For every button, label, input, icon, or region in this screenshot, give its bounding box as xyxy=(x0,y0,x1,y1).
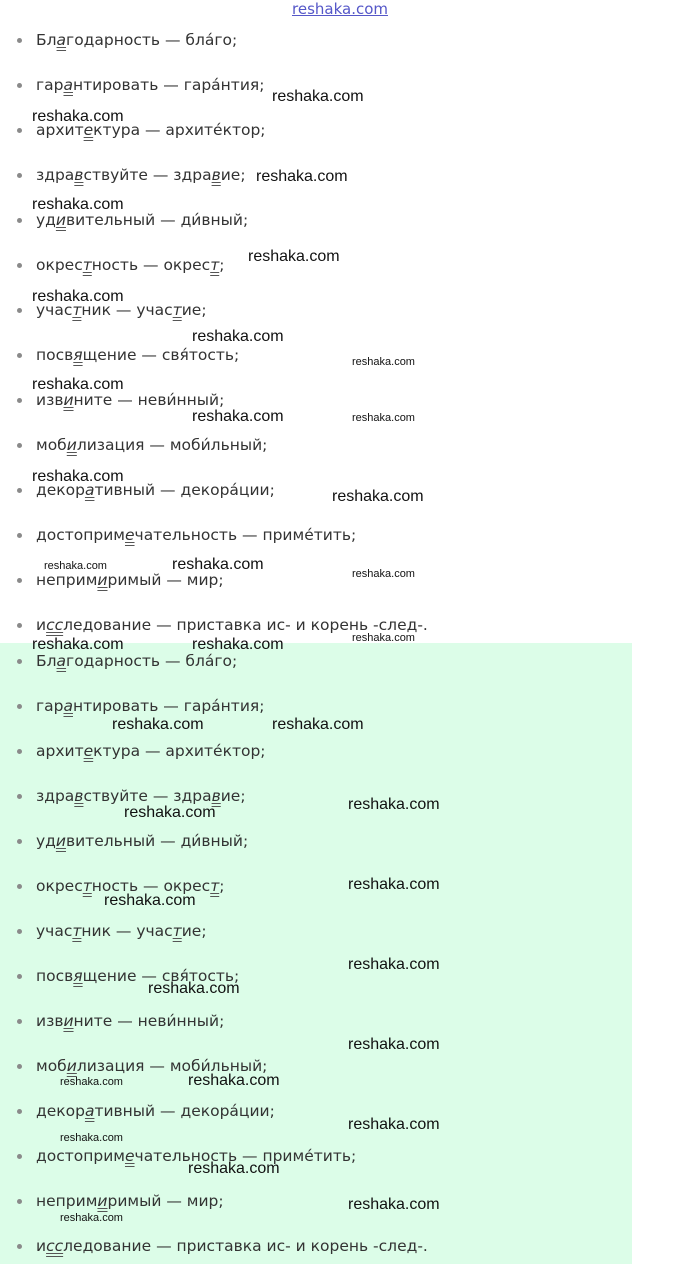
word-text: ледование — приставка ис- и корень -след-. xyxy=(63,1237,428,1255)
bullet-icon xyxy=(17,704,22,709)
word-text: гар xyxy=(36,76,64,94)
bullet-icon xyxy=(17,623,22,628)
highlighted-letter: а xyxy=(84,481,95,499)
highlighted-letter: и xyxy=(97,571,108,589)
highlighted-letter: и xyxy=(63,391,74,409)
watermark: reshaka.com xyxy=(60,1212,123,1224)
list-item xyxy=(0,1224,632,1269)
watermark: reshaka.com xyxy=(352,632,415,644)
watermark: reshaka.com xyxy=(112,716,204,733)
word-text: ность — окрес xyxy=(91,877,211,895)
bullet-icon xyxy=(17,263,22,268)
watermark: reshaka.com xyxy=(352,356,415,368)
header-watermark: reshaka.com xyxy=(292,0,388,18)
word-text: и xyxy=(36,1237,47,1255)
word-text: ; xyxy=(219,256,225,274)
highlighted-letter: и xyxy=(63,1012,74,1030)
word-text: здра xyxy=(36,787,75,805)
list-item xyxy=(0,819,632,864)
highlighted-letter: в xyxy=(211,166,221,184)
word-text: ник — учас xyxy=(81,922,173,940)
word-text: ие; xyxy=(181,922,207,940)
watermark: reshaka.com xyxy=(60,1132,123,1144)
word-text: тивный — декора́ции; xyxy=(94,1102,275,1120)
word-text: ие; xyxy=(181,301,207,319)
highlighted-letter: е xyxy=(124,526,135,544)
list-item xyxy=(0,1089,632,1134)
bullet-icon xyxy=(17,488,22,493)
word-text: ник — учас xyxy=(81,301,173,319)
watermark: reshaka.com xyxy=(32,636,124,653)
highlighted-letter: е xyxy=(124,1147,135,1165)
watermark: reshaka.com xyxy=(348,1036,440,1053)
word-text: декор xyxy=(36,481,85,499)
word-text: неприм xyxy=(36,571,98,589)
highlighted-letter: я xyxy=(73,967,83,985)
word-text: годарность — бла́го; xyxy=(66,31,238,49)
word-text: ните — неви́нный; xyxy=(73,391,225,409)
word-text: ктура — архите́ктор; xyxy=(93,121,266,139)
highlighted-letter: сс xyxy=(46,1237,64,1255)
word-text: вительный — ди́вный; xyxy=(65,211,249,229)
bullet-icon xyxy=(17,308,22,313)
word-text: ие; xyxy=(220,166,246,184)
list-item xyxy=(0,999,632,1044)
watermark: reshaka.com xyxy=(248,248,340,265)
word-text: неприм xyxy=(36,1192,98,1210)
watermark: reshaka.com xyxy=(332,488,424,505)
watermark: reshaka.com xyxy=(256,168,348,185)
word-text: ствуйте — здра xyxy=(83,166,212,184)
watermark: reshaka.com xyxy=(32,468,124,485)
word-text: ледование — приставка ис- и корень -след-. xyxy=(63,616,428,634)
word-text: учас xyxy=(36,922,73,940)
highlighted-letter: т xyxy=(210,877,220,895)
word-text: изв xyxy=(36,391,64,409)
highlighted-letter: е xyxy=(83,121,94,139)
word-text: декор xyxy=(36,1102,85,1120)
highlighted-letter: и xyxy=(97,1192,108,1210)
word-text: вительный — ди́вный; xyxy=(65,832,249,850)
highlighted-letter: т xyxy=(82,877,92,895)
bullet-icon xyxy=(17,929,22,934)
bullet-icon xyxy=(17,398,22,403)
bullet-icon xyxy=(17,173,22,178)
bullet-icon xyxy=(17,578,22,583)
list-item xyxy=(0,18,632,63)
watermark: reshaka.com xyxy=(352,412,415,424)
highlighted-letter: сс xyxy=(46,616,64,634)
watermark: reshaka.com xyxy=(348,1116,440,1133)
watermark: reshaka.com xyxy=(148,980,240,997)
watermark: reshaka.com xyxy=(192,408,284,425)
word-text: ; xyxy=(219,877,225,895)
watermark: reshaka.com xyxy=(348,876,440,893)
list-item xyxy=(0,423,632,468)
watermark: reshaka.com xyxy=(272,88,364,105)
list-item xyxy=(0,333,632,378)
bullet-icon xyxy=(17,1019,22,1024)
list-item xyxy=(0,729,632,774)
bullet-icon xyxy=(17,749,22,754)
bullet-icon xyxy=(17,443,22,448)
word-text: и xyxy=(36,616,47,634)
watermark: reshaka.com xyxy=(104,892,196,909)
list-item xyxy=(0,909,632,954)
highlighted-letter: а xyxy=(63,76,73,94)
watermark: reshaka.com xyxy=(188,1160,280,1177)
highlighted-letter: в xyxy=(211,787,221,805)
word-text: гар xyxy=(36,697,64,715)
bullet-icon xyxy=(17,83,22,88)
highlighted-letter: в xyxy=(74,166,84,184)
word-text: уд xyxy=(36,211,56,229)
watermark: reshaka.com xyxy=(348,1196,440,1213)
watermark: reshaka.com xyxy=(348,956,440,973)
word-text: архит xyxy=(36,742,84,760)
watermark: reshaka.com xyxy=(272,716,364,733)
word-text: архит xyxy=(36,121,84,139)
bullet-icon xyxy=(17,353,22,358)
highlighted-letter: а xyxy=(56,652,67,670)
bullet-icon xyxy=(17,1109,22,1114)
word-text: ность — окрес xyxy=(91,256,211,274)
highlighted-letter: т xyxy=(72,301,82,319)
word-text: ствуйте — здра xyxy=(83,787,212,805)
bullet-icon xyxy=(17,884,22,889)
watermark: reshaka.com xyxy=(192,636,284,653)
list-item xyxy=(0,774,632,819)
highlighted-letter: т xyxy=(210,256,220,274)
list-item xyxy=(0,954,632,999)
watermark: reshaka.com xyxy=(32,108,124,125)
watermark: reshaka.com xyxy=(348,796,440,813)
highlighted-letter: и xyxy=(66,1057,77,1075)
word-text: здра xyxy=(36,166,75,184)
highlighted-letter: я xyxy=(73,346,83,364)
highlighted-letter: т xyxy=(82,256,92,274)
watermark: reshaka.com xyxy=(44,560,107,572)
word-text: тивный — декора́ции; xyxy=(94,481,275,499)
watermark: reshaka.com xyxy=(172,556,264,573)
bullet-icon xyxy=(17,38,22,43)
watermark: reshaka.com xyxy=(32,196,124,213)
bullet-icon xyxy=(17,1154,22,1159)
word-text: ктура — архите́ктор; xyxy=(93,742,266,760)
list-item xyxy=(0,864,632,909)
word-text: моб xyxy=(36,1057,67,1075)
bullet-icon xyxy=(17,659,22,664)
word-text: посв xyxy=(36,346,74,364)
watermark: reshaka.com xyxy=(188,1072,280,1089)
word-text: чательность — приме́тить; xyxy=(134,526,357,544)
bullet-icon xyxy=(17,794,22,799)
watermark: reshaka.com xyxy=(32,288,124,305)
word-text: окрес xyxy=(36,256,83,274)
word-text: чательность — приме́тить; xyxy=(134,1147,357,1165)
word-text: Бл xyxy=(36,652,57,670)
highlighted-letter: т xyxy=(172,922,182,940)
word-text: изв xyxy=(36,1012,64,1030)
highlighted-letter: т xyxy=(172,301,182,319)
word-text: лизация — моби́льный; xyxy=(76,436,268,454)
watermark: reshaka.com xyxy=(60,1076,123,1088)
word-text: нтировать — гара́нтия; xyxy=(72,697,265,715)
word-text: римый — мир; xyxy=(107,1192,224,1210)
word-text: годарность — бла́го; xyxy=(66,652,238,670)
word-text: щение — свя́тость; xyxy=(82,967,240,985)
word-text: уд xyxy=(36,832,56,850)
word-text: щение — свя́тость; xyxy=(82,346,240,364)
highlighted-letter: а xyxy=(63,697,73,715)
word-text: римый — мир; xyxy=(107,571,224,589)
word-text: учас xyxy=(36,301,73,319)
word-text: посв xyxy=(36,967,74,985)
highlighted-letter: а xyxy=(84,1102,95,1120)
word-text: ие; xyxy=(220,787,246,805)
highlighted-letter: е xyxy=(83,742,94,760)
bullet-icon xyxy=(17,1199,22,1204)
highlighted-letter: а xyxy=(56,31,67,49)
watermark: reshaka.com xyxy=(352,568,415,580)
bullet-icon xyxy=(17,218,22,223)
word-text: достоприм xyxy=(36,526,125,544)
word-text: ните — неви́нный; xyxy=(73,1012,225,1030)
bullet-icon xyxy=(17,974,22,979)
highlighted-letter: и xyxy=(55,211,66,229)
highlighted-letter: в xyxy=(74,787,84,805)
word-text: окрес xyxy=(36,877,83,895)
watermark: reshaka.com xyxy=(192,328,284,345)
bullet-icon xyxy=(17,128,22,133)
highlighted-letter: и xyxy=(55,832,66,850)
bullet-icon xyxy=(17,839,22,844)
word-text: моб xyxy=(36,436,67,454)
word-text: нтировать — гара́нтия; xyxy=(72,76,265,94)
word-text: лизация — моби́льный; xyxy=(76,1057,268,1075)
list-item xyxy=(0,513,632,558)
watermark: reshaka.com xyxy=(124,804,216,821)
highlighted-letter: и xyxy=(66,436,77,454)
highlighted-letter: т xyxy=(72,922,82,940)
word-text: достоприм xyxy=(36,1147,125,1165)
bullet-icon xyxy=(17,533,22,538)
watermark: reshaka.com xyxy=(32,376,124,393)
bullet-icon xyxy=(17,1064,22,1069)
word-text: Бл xyxy=(36,31,57,49)
bullet-icon xyxy=(17,1244,22,1249)
